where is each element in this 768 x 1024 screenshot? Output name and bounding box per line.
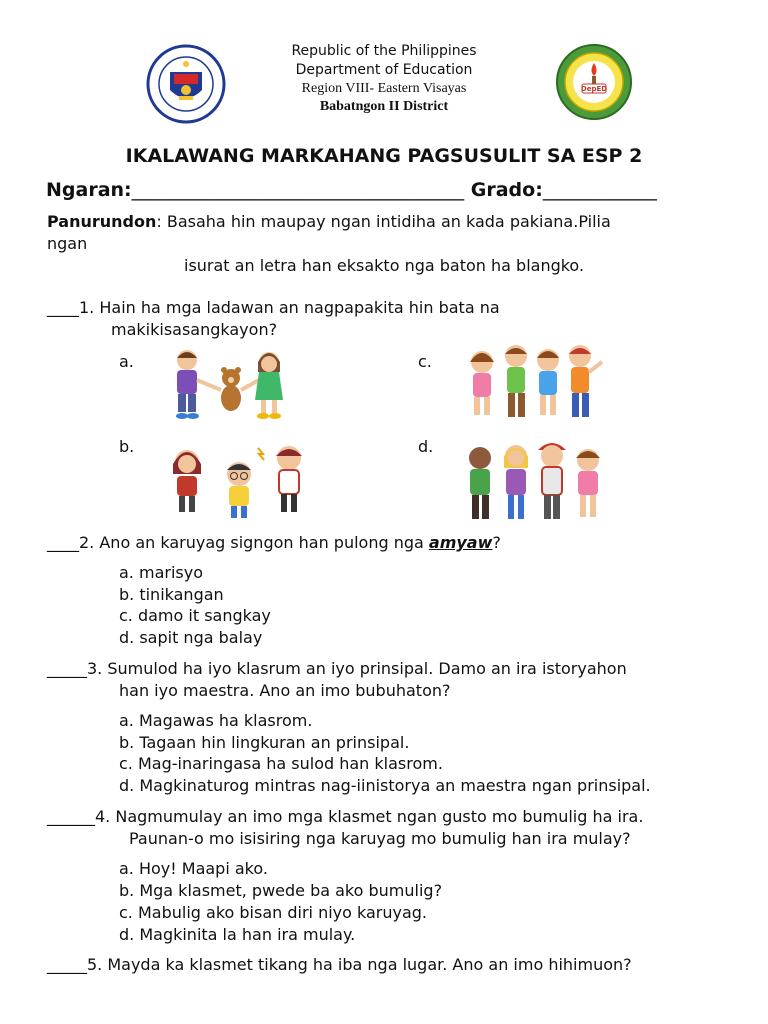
question-2-text-end: ?: [492, 533, 501, 552]
q4-option-d[interactable]: d. Magkinita la han ira mulay.: [119, 925, 356, 944]
grade-label: Grado:: [470, 179, 543, 201]
question-2-text: 2. Ano an karuyag signgon han pulong nga: [79, 533, 429, 552]
name-grade-row: [46, 179, 657, 201]
q3-option-c[interactable]: c. Mag-inaringasa ha sulod han klasrom.: [119, 754, 443, 773]
children-standing-sad-icon: [462, 438, 610, 526]
question-4-text: 4. Nagmumulay an imo mga klasmet ngan gusto mo bumulig ha ira.: [95, 807, 644, 826]
instructions-text: : Basaha hin maupay ngan intidiha an kada pakiana.Pilia: [156, 212, 611, 231]
instructions-line2: ngan: [47, 234, 88, 253]
q2-option-b[interactable]: b. tinikangan: [119, 585, 224, 604]
q3-option-a[interactable]: a. Magawas ha klasrom.: [119, 711, 313, 730]
question-1-text: 1. Hain ha mga ladawan an nagpapakita hin bata na: [79, 298, 500, 317]
instructions-line3: isurat an letra han eksakto nga baton ha blangko.: [184, 256, 585, 275]
q2-option-d[interactable]: d. sapit nga balay: [119, 628, 263, 647]
q3-option-d[interactable]: d. Magkinaturog mintras nag-iinistorya an maestra ngan prinsipal.: [119, 776, 651, 795]
question-4: [47, 807, 643, 826]
district-seal-icon: [555, 43, 633, 121]
answer-blank-5[interactable]: _____: [47, 955, 87, 974]
question-5: [47, 955, 632, 974]
seal-badge-text: DepED: [580, 85, 608, 93]
q1-option-d-image: [462, 438, 610, 526]
q1-option-b-label: b.: [119, 437, 135, 456]
question-1-text-cont: makikisasangkayon?: [111, 320, 278, 339]
question-3-text: 3. Sumulod ha iyo klasrum an iyo prinsipal. Damo an ira istoryahon: [87, 659, 627, 678]
answer-blank-1[interactable]: ____: [47, 298, 79, 317]
q4-option-a[interactable]: a. Hoy! Maapi ako.: [119, 859, 268, 878]
header-department: Department of Education: [295, 62, 473, 78]
children-together-happy-icon: [462, 340, 606, 426]
instructions-label: Panurundon: [47, 212, 157, 231]
q1-option-d-label: d.: [418, 437, 434, 456]
q2-option-c[interactable]: c. damo it sangkay: [119, 606, 271, 625]
answer-blank-2[interactable]: ____: [47, 533, 79, 552]
header-district: Babatngon II District: [319, 99, 449, 114]
children-fighting-over-toy-icon: [163, 346, 293, 426]
q1-option-b-image: [163, 440, 313, 524]
question-2: [47, 533, 501, 552]
header-republic: Republic of the Philippines: [291, 43, 477, 59]
exam-title: IKALAWANG MARKAHANG PAGSUSULIT SA ESP 2: [125, 145, 643, 167]
question-3-text-cont: han iyo maestra. Ano an imo bubuhaton?: [119, 681, 451, 700]
instructions-line1: [47, 212, 611, 231]
q1-option-a-label: a.: [119, 352, 134, 371]
name-field[interactable]: ___________________________________: [131, 179, 465, 201]
question-4-text-cont: Paunan-o mo isisiring nga karuyag mo bumulig han ira mulay?: [129, 829, 631, 848]
q4-option-b[interactable]: b. Mga klasmet, pwede ba ako bumulig?: [119, 881, 443, 900]
grade-field[interactable]: ____________: [542, 179, 657, 201]
q1-option-c-image: [462, 340, 606, 426]
question-2-keyword: amyaw: [428, 533, 493, 552]
name-label: Ngaran:: [46, 179, 132, 201]
question-5-text: 5. Mayda ka klasmet tikang ha iba nga lugar. Ano an imo hihimuon?: [87, 955, 632, 974]
header-region: Region VIII- Eastern Visayas: [301, 81, 467, 96]
answer-blank-3[interactable]: _____: [47, 659, 87, 678]
q1-option-c-label: c.: [418, 352, 432, 371]
q4-option-c[interactable]: c. Mabulig ako bisan diri niyo karuyag.: [119, 903, 428, 922]
q3-option-b[interactable]: b. Tagaan hin lingkuran an prinsipal.: [119, 733, 410, 752]
question-3: [47, 659, 627, 678]
question-1: [47, 298, 500, 317]
answer-blank-4[interactable]: ______: [47, 807, 95, 826]
q1-option-a-image: [163, 346, 293, 426]
district-seal-right: [555, 43, 633, 121]
q2-option-a[interactable]: a. marisyo: [119, 563, 203, 582]
children-quarreling-icon: [163, 440, 313, 524]
